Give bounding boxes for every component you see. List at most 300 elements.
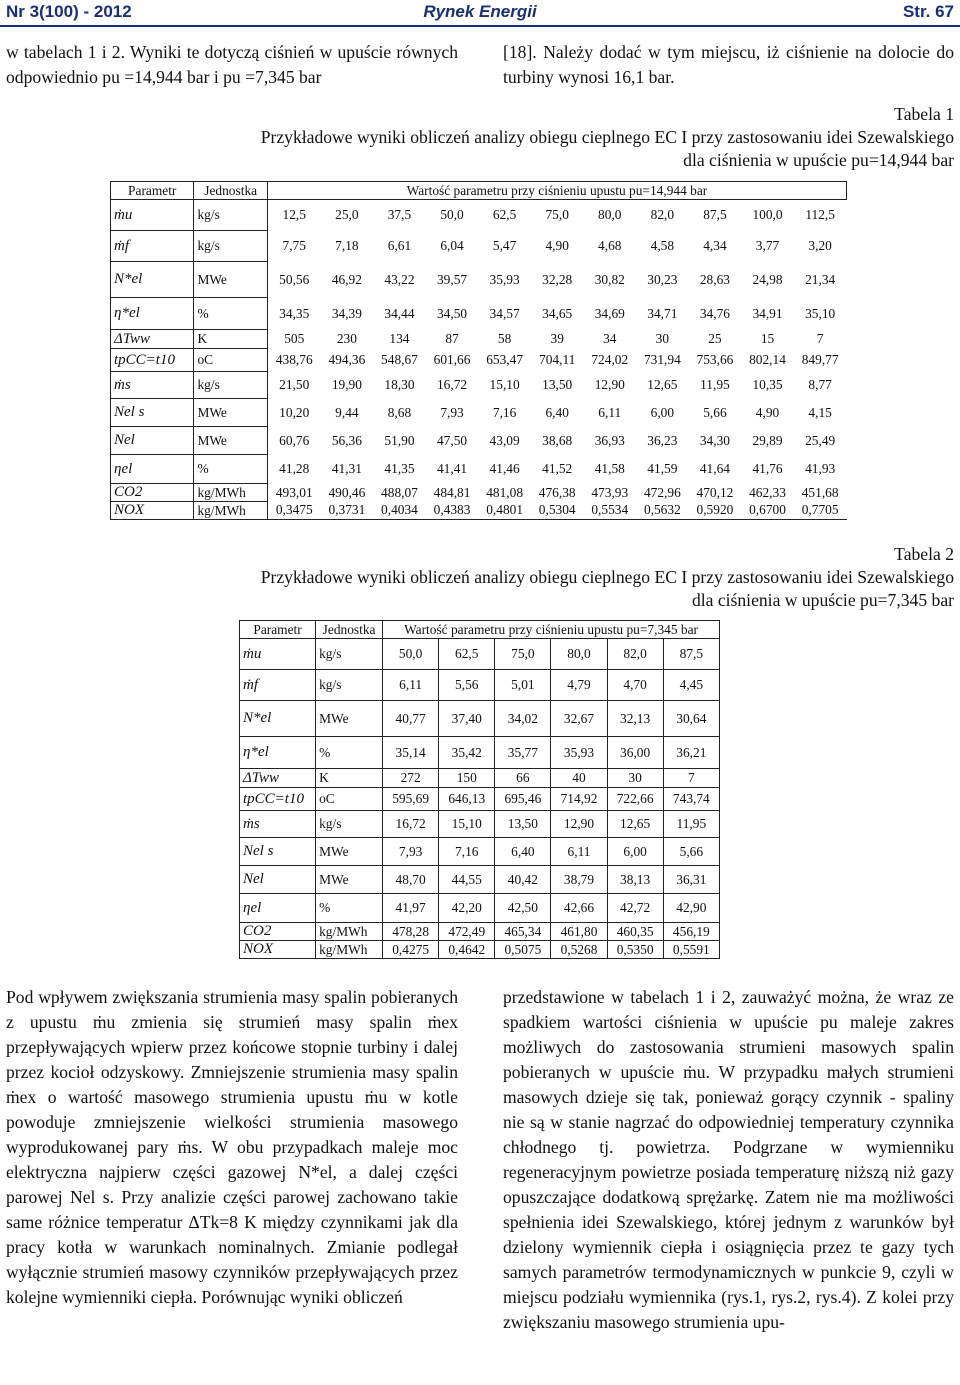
row-unit: oC bbox=[194, 349, 267, 372]
value-cell: 743,74 bbox=[663, 788, 719, 811]
value-cell: 7,93 bbox=[383, 838, 439, 866]
value-cell: 4,34 bbox=[703, 238, 727, 253]
table-row bbox=[240, 941, 720, 959]
value-cell: 134 bbox=[389, 331, 410, 346]
value-cell: 35,42 bbox=[439, 737, 495, 769]
value-cell: 5,66 bbox=[703, 404, 727, 420]
value-cell: 40,77 bbox=[383, 701, 439, 737]
value-cell: 34,50 bbox=[436, 305, 468, 321]
table-row bbox=[111, 372, 847, 399]
value-cell: 12,5 bbox=[267, 200, 320, 231]
bottom-right-text bbox=[503, 985, 954, 1335]
value-cell: 0,4275 bbox=[383, 941, 439, 959]
row-unit: kg/s bbox=[316, 639, 383, 670]
top-right-paragraph: [18]. Należy dodać w tym miejscu, iż ciśnienie na dolocie do turbiny wynosi 16,1 bar. bbox=[503, 42, 954, 87]
top-left-text bbox=[6, 40, 458, 90]
value-cell: 41,58 bbox=[594, 461, 625, 476]
value-cell: 47,50 bbox=[436, 432, 468, 448]
value-cell: 15,10 bbox=[439, 811, 495, 838]
value-cell: 25 bbox=[708, 331, 722, 346]
header-value: Wartość parametru przy ciśnieniu upustu pu=14,944 bar bbox=[267, 182, 846, 200]
value-cell: 36,21 bbox=[663, 737, 719, 769]
value-cell: 7,75 bbox=[282, 238, 306, 253]
value-cell: 438,76 bbox=[275, 352, 313, 367]
value-cell: 8,77 bbox=[808, 377, 832, 392]
value-cell: 272 bbox=[383, 769, 439, 788]
row-symbol: Nel s bbox=[111, 399, 194, 427]
value-cell: 10,35 bbox=[752, 377, 783, 392]
value-cell: 39 bbox=[550, 331, 564, 346]
value-cell: 695,46 bbox=[495, 788, 551, 811]
row-symbol: NOX bbox=[240, 941, 316, 959]
value-cell: 0,5075 bbox=[495, 941, 551, 959]
value-cell: 56,36 bbox=[331, 432, 362, 448]
value-cell: 42,66 bbox=[551, 894, 607, 923]
value-cell: 34,71 bbox=[647, 305, 678, 321]
table1-caption-line2: dla ciśnienia w upuście pu=14,944 bar bbox=[683, 150, 954, 170]
value-cell: 41,59 bbox=[647, 461, 678, 476]
value-cell: 7 bbox=[663, 769, 719, 788]
value-cell: 7 bbox=[816, 331, 824, 346]
value-cell: 43,22 bbox=[384, 271, 415, 287]
row-unit: MWe bbox=[194, 399, 267, 427]
value-cell: 9,44 bbox=[335, 404, 359, 420]
value-cell: 0,5304 bbox=[531, 502, 584, 520]
value-cell: 0,3731 bbox=[321, 502, 374, 520]
journal-header bbox=[0, 0, 960, 26]
value-cell: 5,56 bbox=[439, 670, 495, 701]
value-cell: 66 bbox=[495, 769, 551, 788]
value-cell: 646,13 bbox=[439, 788, 495, 811]
value-cell: 30 bbox=[655, 331, 670, 346]
row-symbol: ṁs bbox=[240, 811, 316, 838]
bottom-left-text bbox=[6, 985, 458, 1310]
value-cell: 30,64 bbox=[663, 701, 719, 737]
table-row bbox=[240, 838, 720, 866]
value-cell: 7,16 bbox=[492, 404, 517, 420]
value-cell: 51,90 bbox=[384, 432, 415, 448]
row-unit: % bbox=[316, 737, 383, 769]
issue-number: Nr 3(100) - 2012 bbox=[6, 2, 132, 21]
value-cell: 0,4034 bbox=[373, 502, 426, 520]
value-cell: 0,4801 bbox=[478, 502, 531, 520]
value-cell: 731,94 bbox=[643, 352, 681, 367]
table-row bbox=[240, 769, 720, 788]
value-cell: 34,39 bbox=[331, 305, 362, 321]
value-cell: 0,5632 bbox=[636, 502, 689, 520]
value-cell: 60,76 bbox=[279, 432, 310, 448]
row-unit: kg/s bbox=[194, 200, 267, 231]
value-cell: 13,50 bbox=[542, 377, 573, 392]
header-unit: Jednostka bbox=[194, 182, 267, 200]
value-cell: 6,40 bbox=[545, 404, 569, 420]
value-cell: 38,13 bbox=[607, 866, 663, 894]
value-cell: 50,56 bbox=[279, 271, 310, 287]
row-unit: kg/MWh bbox=[316, 923, 383, 941]
value-cell: 481,08 bbox=[486, 484, 524, 500]
value-cell: 34,76 bbox=[699, 305, 730, 321]
value-cell: 30,82 bbox=[594, 271, 625, 287]
value-cell: 16,72 bbox=[436, 377, 468, 392]
value-cell: 41,93 bbox=[805, 461, 836, 476]
table-row bbox=[111, 231, 847, 262]
journal-title: Rynek Energii bbox=[423, 2, 537, 21]
page-number: Str. 67 bbox=[902, 2, 954, 21]
row-unit: MWe bbox=[316, 701, 383, 737]
value-cell: 39,57 bbox=[436, 271, 468, 287]
value-cell: 41,64 bbox=[699, 461, 730, 476]
value-cell: 42,90 bbox=[663, 894, 719, 923]
table-row bbox=[111, 262, 847, 298]
value-cell: 48,70 bbox=[383, 866, 439, 894]
value-cell: 4,79 bbox=[551, 670, 607, 701]
value-cell: 465,34 bbox=[495, 923, 551, 941]
value-cell: 11,95 bbox=[663, 811, 719, 838]
value-cell: 11,95 bbox=[700, 377, 730, 392]
row-unit: % bbox=[316, 894, 383, 923]
value-cell: 6,04 bbox=[440, 238, 464, 253]
value-cell: 15 bbox=[760, 331, 775, 346]
value-cell: 112,5 bbox=[794, 200, 847, 231]
value-cell: 34 bbox=[603, 331, 617, 346]
table2-caption-line1: Przykładowe wyniki obliczeń analizy obiegu cieplnego EC I przy zastosowaniu idei Szewalskiego bbox=[260, 567, 954, 587]
table-row bbox=[240, 639, 720, 670]
row-symbol: N*el bbox=[240, 701, 316, 737]
value-cell: 0,5268 bbox=[551, 941, 607, 959]
row-symbol: ṁu bbox=[240, 639, 316, 670]
row-unit: kg/MWh bbox=[194, 502, 267, 520]
value-cell: 21,34 bbox=[805, 271, 836, 287]
value-cell: 41,52 bbox=[542, 461, 573, 476]
top-right-text bbox=[503, 40, 954, 90]
value-cell: 37,40 bbox=[439, 701, 495, 737]
value-cell: 230 bbox=[336, 331, 357, 346]
value-cell: 5,47 bbox=[492, 238, 517, 253]
value-cell: 490,46 bbox=[328, 484, 366, 500]
table-row bbox=[111, 484, 847, 502]
bottom-left-paragraph: Pod wpływem zwiększania strumienia masy spalin pobieranych z upustu ṁu zmienia się strumień masy spalin ṁex przepływających wpierw przez końcowe stopnie turbiny i dalej przez kocioł odzyskowy. Zmniejszenie strumienia masy spalin ṁex o wartość masowego strumienia upustu ṁu w kotle powoduje zmniejszenie wielkości strumienia masowego wyprodukowanej pary ṁs. W obu przypadkach maleje moc elektryczna najpierw części gazowej N*el, a dalej części parowej Nel s. Przy analizie części parowej zachowano takie same różnice temperatur ΔTk=8 K między czynnikami jak dla pracy kotła w warunkach nominalnych. Zmianie podlegał wyłącznie strumień masowy czynników przepływających przez kolejne wymienniki ciepła. Porównując wyniki obliczeń bbox=[6, 987, 458, 1307]
value-cell: 484,81 bbox=[433, 484, 471, 500]
value-cell: 36,93 bbox=[594, 432, 625, 448]
value-cell: 472,96 bbox=[643, 484, 681, 500]
value-cell: 473,93 bbox=[591, 484, 629, 500]
value-cell: 36,31 bbox=[663, 866, 719, 894]
row-symbol: η*el bbox=[111, 298, 194, 330]
value-cell: 35,93 bbox=[489, 271, 520, 287]
value-cell: 44,55 bbox=[439, 866, 495, 894]
value-cell: 32,28 bbox=[542, 271, 573, 287]
row-unit: MWe bbox=[316, 866, 383, 894]
value-cell: 34,57 bbox=[489, 305, 520, 321]
row-unit: oC bbox=[316, 788, 383, 811]
value-cell: 3,20 bbox=[808, 238, 832, 253]
value-cell: 8,68 bbox=[387, 404, 412, 420]
value-cell: 35,77 bbox=[495, 737, 551, 769]
value-cell: 0,5591 bbox=[663, 941, 719, 959]
row-symbol: ṁf bbox=[111, 231, 194, 262]
value-cell: 653,47 bbox=[486, 352, 524, 367]
value-cell: 34,35 bbox=[279, 305, 310, 321]
table-row bbox=[240, 701, 720, 737]
value-cell: 753,66 bbox=[696, 352, 734, 367]
value-cell: 12,90 bbox=[594, 377, 625, 392]
value-cell: 19,90 bbox=[331, 377, 362, 392]
value-cell: 58 bbox=[497, 331, 512, 346]
value-cell: 34,02 bbox=[495, 701, 551, 737]
value-cell: 462,33 bbox=[749, 484, 786, 500]
table-row bbox=[111, 200, 847, 231]
value-cell: 42,50 bbox=[495, 894, 551, 923]
value-cell: 6,11 bbox=[598, 404, 622, 420]
table2 bbox=[239, 620, 720, 959]
value-cell: 548,67 bbox=[381, 352, 418, 367]
bottom-right-paragraph: przedstawione w tabelach 1 i 2, zauważyć można, że wraz ze spadkiem wartości ciśnienia w upuście pu maleje zakres możliwych do zastosowania strumieni masowych spalin pobieranych w upuście ṁu. W przypadku małych strumieni masowych dzieje się tak, ponieważ gorący czynnik - spaliny nie są w stanie nagrzać do odpowiedniej temperatury czynnika chłodnego tj. powietrza. Podgrzane w wymienniku regeneracyjnym powietrze posiada temperaturę niższą niż gazy opuszczające dodatkową sprężarkę. Zatem nie ma możliwości spełnienia idei Szewalskiego, której jednym z warunków był dzielony wymiennik ciepła i osiągnięcia przez te gazy tych samych parametrów termodynamicznych w punkcie 9, czyli w miejscu podziału wymiennika (rys.1, rys.2, rys.4). Z kolei przy zwiększaniu masowego strumienia upu- bbox=[503, 987, 954, 1332]
value-cell: 41,97 bbox=[383, 894, 439, 923]
row-unit: MWe bbox=[316, 838, 383, 866]
value-cell: 40 bbox=[551, 769, 607, 788]
value-cell: 451,68 bbox=[801, 484, 839, 500]
value-cell: 34,65 bbox=[542, 305, 573, 321]
value-cell: 41,28 bbox=[279, 461, 310, 476]
value-cell: 21,50 bbox=[279, 377, 310, 392]
value-cell: 80,0 bbox=[583, 200, 636, 231]
value-cell: 46,92 bbox=[331, 271, 362, 287]
value-cell: 15,10 bbox=[489, 377, 520, 392]
row-unit: kg/MWh bbox=[316, 941, 383, 959]
table1-label: Tabela 1 bbox=[894, 104, 954, 124]
value-cell: 41,41 bbox=[436, 461, 468, 476]
value-cell: 34,30 bbox=[699, 432, 730, 448]
table2-label: Tabela 2 bbox=[894, 544, 954, 564]
value-cell: 5,66 bbox=[663, 838, 719, 866]
value-cell: 62,5 bbox=[478, 200, 531, 231]
value-cell: 6,11 bbox=[383, 670, 439, 701]
value-cell: 802,14 bbox=[749, 352, 786, 367]
value-cell: 42,20 bbox=[439, 894, 495, 923]
row-symbol: Nel bbox=[111, 427, 194, 455]
value-cell: 35,14 bbox=[383, 737, 439, 769]
value-cell: 0,5534 bbox=[583, 502, 636, 520]
row-unit: % bbox=[194, 298, 267, 330]
value-cell: 42,72 bbox=[607, 894, 663, 923]
value-cell: 34,69 bbox=[594, 305, 625, 321]
value-cell: 456,19 bbox=[663, 923, 719, 941]
value-cell: 493,01 bbox=[275, 484, 313, 500]
row-unit: K bbox=[316, 769, 383, 788]
value-cell: 38,79 bbox=[551, 866, 607, 894]
value-cell: 62,5 bbox=[439, 639, 495, 670]
value-cell: 30,23 bbox=[647, 271, 678, 287]
value-cell: 80,0 bbox=[551, 639, 607, 670]
row-unit: kg/s bbox=[194, 231, 267, 262]
table-row bbox=[111, 455, 847, 484]
value-cell: 0,7705 bbox=[794, 502, 847, 520]
value-cell: 704,11 bbox=[539, 352, 576, 367]
header-unit: Jednostka bbox=[316, 621, 383, 639]
top-left-paragraph: w tabelach 1 i 2. Wyniki te dotyczą ciśnień w upuście równych odpowiednio pu =14,944 bar i pu =7,345 bar bbox=[6, 42, 458, 87]
value-cell: 32,13 bbox=[607, 701, 663, 737]
value-cell: 470,12 bbox=[696, 484, 734, 500]
value-cell: 82,0 bbox=[607, 639, 663, 670]
value-cell: 10,20 bbox=[279, 404, 310, 420]
value-cell: 41,76 bbox=[752, 461, 783, 476]
row-symbol: ṁs bbox=[111, 372, 194, 399]
value-cell: 41,46 bbox=[489, 461, 520, 476]
value-cell: 0,4642 bbox=[439, 941, 495, 959]
table-row bbox=[111, 330, 847, 349]
value-cell: 505 bbox=[284, 331, 305, 346]
value-cell: 35,93 bbox=[551, 737, 607, 769]
row-symbol: NOX bbox=[111, 502, 194, 520]
value-cell: 35,10 bbox=[805, 305, 836, 321]
value-cell: 4,15 bbox=[808, 404, 832, 420]
value-cell: 28,63 bbox=[699, 271, 730, 287]
table-row bbox=[240, 788, 720, 811]
row-symbol: ηel bbox=[111, 455, 194, 484]
value-cell: 25,0 bbox=[321, 200, 374, 231]
value-cell: 460,35 bbox=[607, 923, 663, 941]
table-row bbox=[240, 737, 720, 769]
row-symbol: ṁf bbox=[240, 670, 316, 701]
value-cell: 41,31 bbox=[331, 461, 362, 476]
value-cell: 0,5920 bbox=[689, 502, 742, 520]
value-cell: 488,07 bbox=[381, 484, 418, 500]
value-cell: 722,66 bbox=[607, 788, 663, 811]
table-row bbox=[240, 670, 720, 701]
value-cell: 30 bbox=[607, 769, 663, 788]
table-row bbox=[240, 811, 720, 838]
value-cell: 43,09 bbox=[489, 432, 520, 448]
header-parameter: Parametr bbox=[111, 182, 194, 200]
row-symbol: ΔTww bbox=[111, 330, 194, 349]
table-row bbox=[111, 298, 847, 330]
value-cell: 6,40 bbox=[495, 838, 551, 866]
row-unit: kg/s bbox=[316, 670, 383, 701]
row-unit: % bbox=[194, 455, 267, 484]
value-cell: 3,77 bbox=[755, 238, 780, 253]
value-cell: 6,00 bbox=[650, 404, 675, 420]
value-cell: 50,0 bbox=[426, 200, 479, 231]
value-cell: 478,28 bbox=[383, 923, 439, 941]
value-cell: 87,5 bbox=[663, 639, 719, 670]
value-cell: 12,90 bbox=[551, 811, 607, 838]
row-symbol: ṁu bbox=[111, 200, 194, 231]
value-cell: 0,6700 bbox=[741, 502, 794, 520]
value-cell: 87,5 bbox=[689, 200, 742, 231]
value-cell: 25,49 bbox=[805, 432, 836, 448]
table2-caption bbox=[261, 543, 954, 612]
row-symbol: Nel bbox=[240, 866, 316, 894]
value-cell: 29,89 bbox=[752, 432, 783, 448]
header-rule bbox=[0, 25, 960, 27]
row-unit: kg/MWh bbox=[194, 484, 267, 502]
value-cell: 4,68 bbox=[598, 238, 622, 253]
table-header-row bbox=[111, 182, 847, 200]
header-value: Wartość parametru przy ciśnieniu upustu pu=7,345 bar bbox=[383, 621, 720, 639]
value-cell: 75,0 bbox=[531, 200, 584, 231]
row-symbol: ηel bbox=[240, 894, 316, 923]
value-cell: 36,23 bbox=[647, 432, 678, 448]
value-cell: 7,16 bbox=[439, 838, 495, 866]
table-row bbox=[240, 894, 720, 923]
value-cell: 37,5 bbox=[373, 200, 426, 231]
row-symbol: Nel s bbox=[240, 838, 316, 866]
row-unit: MWe bbox=[194, 427, 267, 455]
table1-caption-line1: Przykładowe wyniki obliczeń analizy obiegu cieplnego EC I przy zastosowaniu idei Szewalskiego bbox=[260, 127, 954, 147]
table-row bbox=[111, 399, 847, 427]
value-cell: 12,65 bbox=[607, 811, 663, 838]
table-row bbox=[111, 502, 847, 520]
value-cell: 40,42 bbox=[495, 866, 551, 894]
row-unit: kg/s bbox=[194, 372, 267, 399]
value-cell: 4,90 bbox=[545, 238, 569, 253]
row-symbol: tpCC=t10 bbox=[240, 788, 316, 811]
value-cell: 595,69 bbox=[383, 788, 439, 811]
table1-caption bbox=[261, 103, 954, 172]
value-cell: 4,58 bbox=[650, 238, 675, 253]
value-cell: 150 bbox=[439, 769, 495, 788]
value-cell: 4,70 bbox=[607, 670, 663, 701]
value-cell: 34,91 bbox=[752, 305, 783, 321]
value-cell: 724,02 bbox=[591, 352, 629, 367]
value-cell: 494,36 bbox=[328, 352, 366, 367]
value-cell: 38,68 bbox=[542, 432, 573, 448]
row-symbol: CO2 bbox=[240, 923, 316, 941]
value-cell: 476,38 bbox=[538, 484, 576, 500]
table2-caption-line2: dla ciśnienia w upuście pu=7,345 bar bbox=[691, 590, 954, 610]
header-parameter: Parametr bbox=[240, 621, 316, 639]
value-cell: 472,49 bbox=[439, 923, 495, 941]
row-symbol: ΔTww bbox=[240, 769, 316, 788]
table-row bbox=[240, 866, 720, 894]
value-cell: 18,30 bbox=[384, 377, 415, 392]
value-cell: 4,45 bbox=[663, 670, 719, 701]
value-cell: 82,0 bbox=[636, 200, 689, 231]
value-cell: 7,93 bbox=[440, 404, 464, 420]
value-cell: 41,35 bbox=[384, 461, 415, 476]
row-symbol: CO2 bbox=[111, 484, 194, 502]
value-cell: 6,11 bbox=[551, 838, 607, 866]
value-cell: 13,50 bbox=[495, 811, 551, 838]
table-row bbox=[240, 923, 720, 941]
value-cell: 16,72 bbox=[383, 811, 439, 838]
row-symbol: N*el bbox=[111, 262, 194, 298]
value-cell: 4,90 bbox=[755, 404, 780, 420]
row-symbol: tpCC=t10 bbox=[111, 349, 194, 372]
value-cell: 50,0 bbox=[383, 639, 439, 670]
table-row bbox=[111, 427, 847, 455]
table-row bbox=[111, 349, 847, 372]
value-cell: 0,3475 bbox=[267, 502, 320, 520]
row-symbol: η*el bbox=[240, 737, 316, 769]
value-cell: 601,66 bbox=[433, 352, 471, 367]
row-unit: K bbox=[194, 330, 267, 349]
value-cell: 24,98 bbox=[752, 271, 783, 287]
value-cell: 7,18 bbox=[335, 238, 359, 253]
value-cell: 461,80 bbox=[551, 923, 607, 941]
value-cell: 6,61 bbox=[387, 238, 412, 253]
value-cell: 36,00 bbox=[607, 737, 663, 769]
table-header-row bbox=[240, 621, 720, 639]
value-cell: 87 bbox=[445, 331, 459, 346]
value-cell: 6,00 bbox=[607, 838, 663, 866]
value-cell: 75,0 bbox=[495, 639, 551, 670]
row-unit: kg/s bbox=[316, 811, 383, 838]
value-cell: 12,65 bbox=[647, 377, 678, 392]
value-cell: 34,44 bbox=[384, 305, 415, 321]
table1 bbox=[110, 181, 847, 520]
value-cell: 5,01 bbox=[495, 670, 551, 701]
